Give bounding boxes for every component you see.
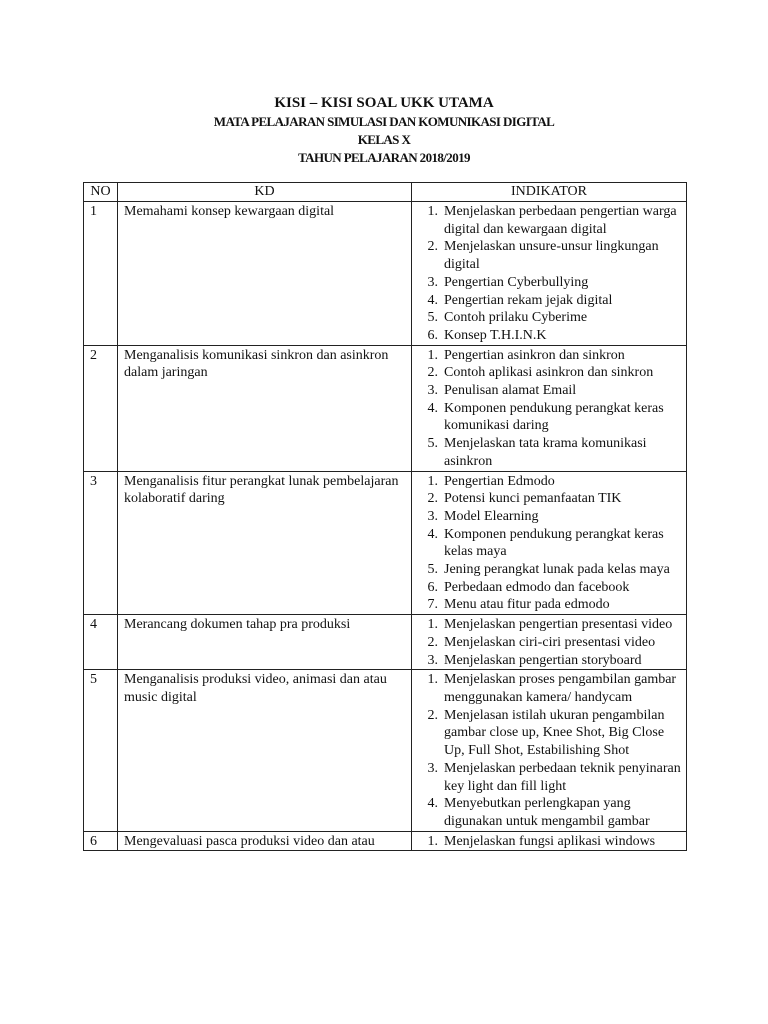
indikator-text: Menjelaskan perbedaan teknik penyinaran key light dan fill light	[444, 760, 681, 794]
document-title: KISI – KISI SOAL UKK UTAMA	[274, 95, 494, 111]
row-kd: Memahami konsep kewargaan digital	[118, 202, 412, 346]
indikator-text: Menjelaskan fungsi aplikasi windows	[444, 833, 656, 849]
indikator-item	[414, 382, 684, 400]
indikator-number: 1.	[427, 617, 438, 633]
header-indikator: INDIKATOR	[412, 183, 687, 202]
table-header-row	[84, 183, 687, 202]
indikator-item	[414, 400, 684, 435]
indikator-number: 2.	[427, 491, 438, 507]
indikator-number: 4.	[427, 526, 438, 542]
indikator-number: 2.	[427, 365, 438, 381]
indikator-text: Menjelaskan pengertian storyboard	[444, 652, 642, 668]
indikator-number: 6.	[427, 327, 438, 343]
row-indikator	[412, 345, 687, 471]
indikator-item	[414, 671, 684, 706]
indikator-list	[414, 671, 684, 830]
indikator-item	[414, 652, 684, 670]
indikator-text: Komponen pendukung perangkat keras komunikasi daring	[444, 400, 664, 434]
indikator-text: Pengertian rekam jejak digital	[444, 292, 613, 308]
indikator-item	[414, 634, 684, 652]
indikator-number: 2.	[427, 707, 438, 723]
indikator-number: 5.	[427, 436, 438, 452]
indikator-text: Perbedaan edmodo dan facebook	[444, 579, 630, 595]
indikator-item	[414, 760, 684, 795]
indikator-text: Menjelaskan tata krama komunikasi asinkron	[444, 436, 647, 469]
row-indikator	[412, 670, 687, 831]
indikator-text: Penulisan alamat Email	[444, 383, 577, 399]
row-number: 6	[84, 831, 118, 851]
row-number: 1	[84, 202, 118, 346]
indikator-list	[414, 203, 684, 345]
indikator-text: Menyebutkan perlengkapan yang digunakan untuk mengambil gambar	[444, 796, 650, 829]
indikator-item	[414, 347, 684, 365]
table-row	[84, 670, 687, 831]
table-row	[84, 345, 687, 471]
indikator-number: 3.	[427, 652, 438, 668]
indikator-number: 1.	[427, 833, 438, 849]
indikator-item	[414, 473, 684, 491]
indikator-number: 4.	[427, 400, 438, 416]
indikator-text: Menjelaskan perbedaan pengertian warga digital dan kewargaan digital	[444, 204, 677, 237]
row-kd: Menganalisis fitur perangkat lunak pembelajaran kolaboratif daring	[118, 471, 412, 615]
header-no: NO	[84, 183, 118, 202]
indikator-item	[414, 274, 684, 292]
indikator-number: 2.	[427, 239, 438, 255]
indikator-text: Contoh aplikasi asinkron dan sinkron	[444, 365, 654, 381]
table-body	[84, 202, 687, 851]
subject-title: MATA PELAJARAN SIMULASI DAN KOMUNIKASI DIGITAL	[213, 114, 555, 129]
indikator-item	[414, 309, 684, 327]
class-title: KELAS X	[357, 132, 411, 147]
indikator-number: 3.	[427, 383, 438, 399]
indikator-item	[414, 203, 684, 238]
indikator-number: 5.	[427, 310, 438, 326]
indikator-number: 4.	[427, 292, 438, 308]
indikator-item	[414, 490, 684, 508]
indikator-number: 1.	[427, 204, 438, 219]
indikator-item	[414, 508, 684, 526]
indikator-item	[414, 561, 684, 579]
document-heading	[0, 94, 768, 167]
indikator-number: 6.	[427, 579, 438, 595]
row-kd: Merancang dokumen tahap pra produksi	[118, 615, 412, 670]
indikator-number: 1.	[427, 347, 438, 363]
row-indikator	[412, 202, 687, 346]
table-row	[84, 202, 687, 346]
row-indikator	[412, 615, 687, 670]
indikator-number: 5.	[427, 562, 438, 578]
indikator-text: Pengertian Cyberbullying	[444, 274, 589, 290]
indikator-text: Komponen pendukung perangkat keras kelas maya	[444, 526, 664, 560]
table-row	[84, 615, 687, 670]
indikator-item	[414, 616, 684, 634]
indikator-number: 4.	[427, 796, 438, 812]
row-number: 4	[84, 615, 118, 670]
table-row	[84, 471, 687, 615]
row-kd: Menganalisis produksi video, animasi dan atau music digital	[118, 670, 412, 831]
row-indikator	[412, 831, 687, 851]
indikator-number: 3.	[427, 274, 438, 290]
indikator-item	[414, 833, 684, 851]
indikator-item	[414, 707, 684, 760]
indikator-text: Contoh prilaku Cyberime	[444, 310, 588, 326]
indikator-text: Pengertian Edmodo	[444, 473, 555, 489]
indikator-item	[414, 435, 684, 470]
indikator-text: Menjelaskan ciri-ciri presentasi video	[444, 634, 656, 650]
row-number: 3	[84, 471, 118, 615]
indikator-item	[414, 526, 684, 561]
indikator-text: Konsep T.H.I.N.K	[444, 327, 547, 343]
indikator-text: Menjelaskan pengertian presentasi video	[444, 617, 673, 633]
header-kd: KD	[118, 183, 412, 202]
indikator-text: Menjelasan istilah ukuran pengambilan gambar close up, Knee Shot, Big Close Up, Full Shot, Estabilishing Shot	[444, 707, 665, 759]
indikator-item	[414, 795, 684, 830]
indikator-text: Model Elearning	[444, 508, 539, 524]
indikator-list	[414, 473, 684, 615]
row-kd: Mengevaluasi pasca produksi video dan atau	[118, 831, 412, 851]
indikator-item	[414, 292, 684, 310]
indikator-item	[414, 579, 684, 597]
row-kd: Menganalisis komunikasi sinkron dan asinkron dalam jaringan	[118, 345, 412, 471]
year-title: TAHUN PELAJARAN 2018/2019	[298, 150, 470, 165]
kisi-table	[83, 182, 687, 851]
indikator-text: Menjelaskan unsure-unsur lingkungan digital	[444, 239, 659, 273]
indikator-list	[414, 833, 684, 851]
indikator-text: Menjelaskan proses pengambilan gambar menggunakan kamera/ handycam	[444, 672, 677, 705]
indikator-text: Potensi kunci pemanfaatan TIK	[444, 491, 622, 507]
indikator-text: Jening perangkat lunak pada kelas maya	[444, 562, 670, 578]
indikator-item	[414, 596, 684, 614]
indikator-number: 3.	[427, 508, 438, 524]
indikator-number: 1.	[427, 473, 438, 489]
indikator-text: Menu atau fitur pada edmodo	[444, 597, 610, 613]
indikator-list	[414, 616, 684, 669]
indikator-number: 7.	[427, 597, 438, 613]
indikator-item	[414, 327, 684, 345]
indikator-number: 2.	[427, 634, 438, 650]
indikator-number: 1.	[427, 672, 438, 688]
table-row	[84, 831, 687, 851]
row-number: 5	[84, 670, 118, 831]
indikator-list	[414, 347, 684, 471]
indikator-item	[414, 238, 684, 273]
indikator-text: Pengertian asinkron dan sinkron	[444, 347, 625, 363]
indikator-item	[414, 364, 684, 382]
row-indikator	[412, 471, 687, 615]
indikator-number: 3.	[427, 760, 438, 776]
row-number: 2	[84, 345, 118, 471]
